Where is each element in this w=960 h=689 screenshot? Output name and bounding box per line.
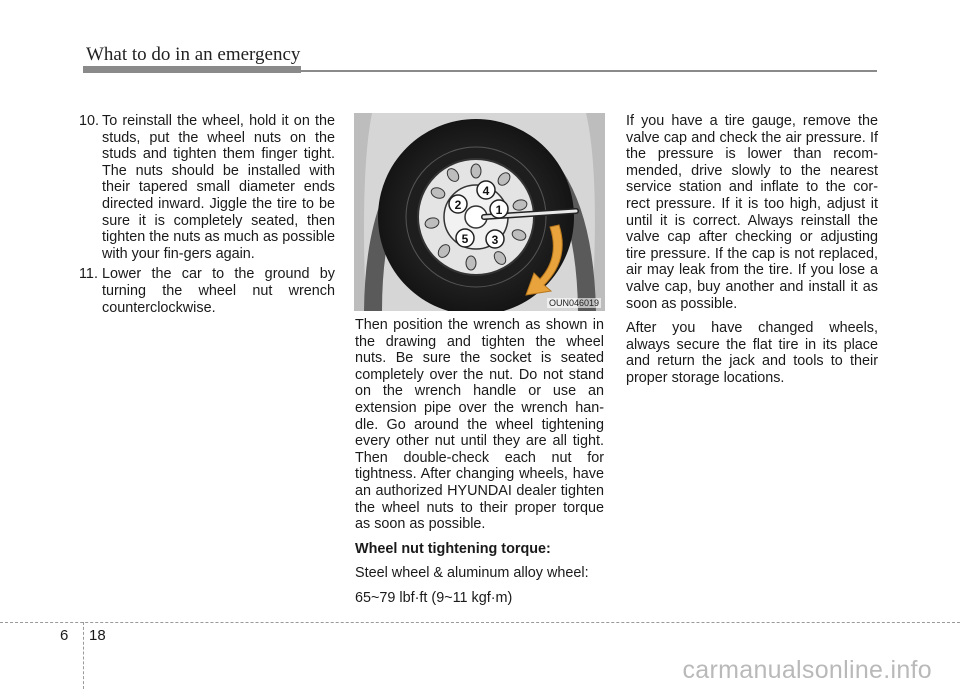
page-number: 18	[89, 627, 106, 644]
lug-nut-2	[449, 195, 467, 213]
wheel-drawing	[354, 113, 605, 311]
nut-label-1: 1	[495, 203, 503, 217]
tire-pressure-paragraph: If you have a tire gauge, remove the valve cap and check the air pressure. If the pressure is lower than recom-mended, drive slowly to the nearest service station and inflate to the cor-rect pressure. If it is too high, adjust it until it is correct. Always reinstall the valve cap after checking or adjusting tire pressure. If the cap is not replaced, air may leak from the tire. If you lose a valve cap, buy another and install it as soon as possible.	[626, 113, 878, 312]
footer-rule	[0, 622, 960, 623]
nut-label-3: 3	[491, 233, 499, 247]
torque-wheel-type: Steel wheel & aluminum alloy wheel:	[355, 565, 589, 582]
middle-column	[355, 317, 604, 615]
section-title: What to do in an emergency	[86, 44, 301, 65]
nut-label-5: 5	[461, 232, 469, 246]
figure-code: OUN046019	[548, 298, 599, 308]
secure-tire-paragraph: After you have changed wheels, always secure the flat tire in its place and return the jack and tools to their proper storage locations.	[626, 320, 878, 386]
left-column	[79, 113, 335, 320]
torque-value: 65~79 lbf·ft (9~11 kgf·m)	[355, 589, 513, 606]
wrench-paragraph: Then position the wrench as shown in the drawing and tighten the wheel nuts. Be sure the socket is seated completely over the nut. Do not stand on the wrench handle or use an extension pipe over the wrench han-dle. Go around the wheel tightening every other nut until they are all tight. Then double-check each nut for tightness. After changing wheels, have an authorized HYUNDAI dealer tighten the wheel nuts to their proper torque as soon as possible.	[355, 317, 604, 533]
nut-label-2: 2	[454, 198, 462, 212]
lug-nut-4	[477, 181, 495, 199]
step-text: Lower the car to the ground by turning the wheel nut wrench counterclockwise.	[102, 266, 335, 316]
right-column	[626, 113, 878, 395]
header-rule	[83, 70, 877, 72]
step-10	[79, 113, 335, 262]
step-number: 10.	[79, 113, 100, 129]
lug-nut-5	[456, 229, 474, 247]
step-text: To reinstall the wheel, hold it on the studs, put the wheel nuts on the studs and tighten them finger tight. The nuts should be installed with their tapered small diameter ends directed inward. Jiggle the tire to be sure it is completely seated, then tighten the nuts as much as possible with your fin-gers again.	[102, 113, 335, 262]
step-11	[79, 266, 335, 316]
chapter-number: 6	[60, 627, 69, 644]
torque-heading: Wheel nut tightening torque:	[355, 540, 551, 557]
watermark: carmanualsonline.info	[682, 656, 932, 684]
footer-divider	[83, 622, 84, 689]
wheel-illustration	[354, 113, 605, 311]
step-number: 11.	[79, 266, 98, 283]
lug-nut-3	[486, 230, 504, 248]
lug-nut-1	[490, 200, 508, 218]
nut-label-4: 4	[482, 184, 490, 198]
